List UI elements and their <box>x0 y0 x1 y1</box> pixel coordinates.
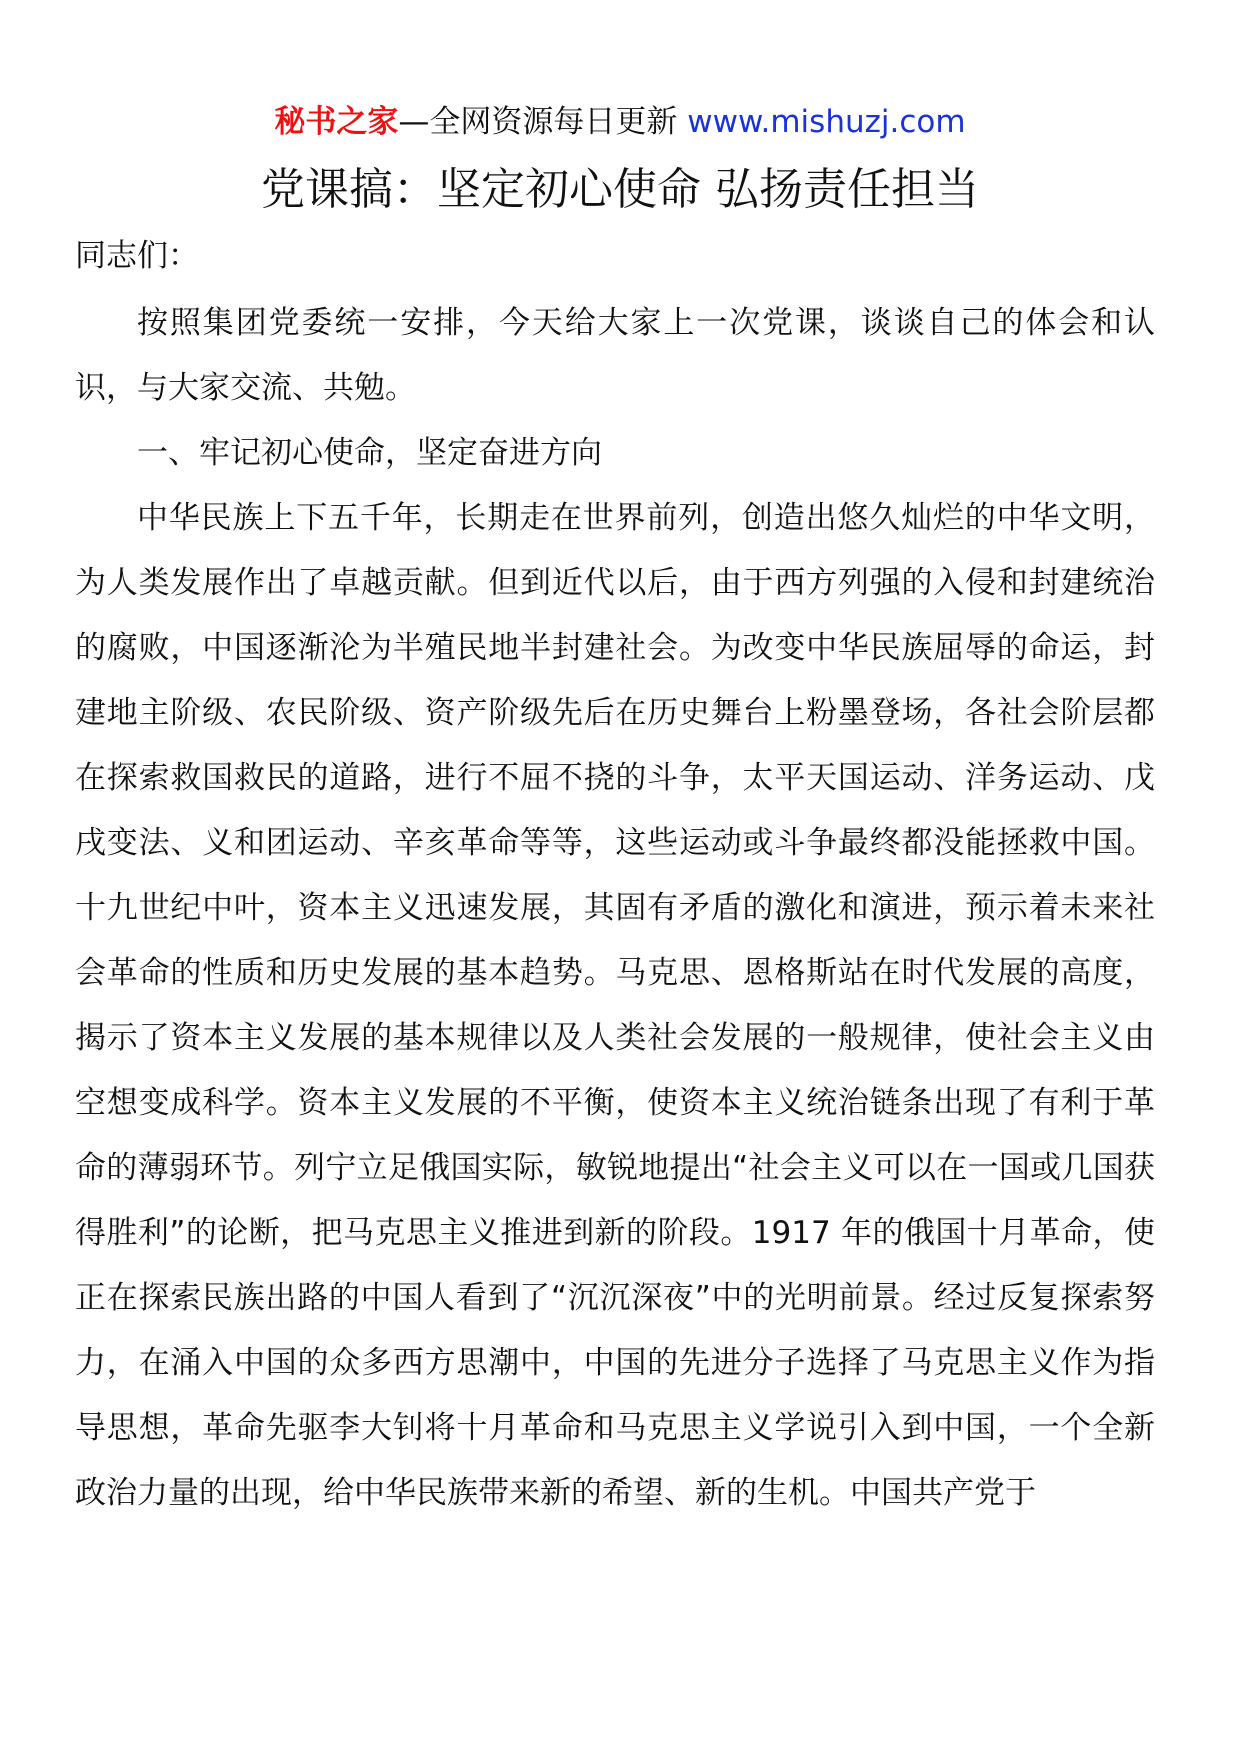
banner-tagline: —全网资源每日更新 <box>398 104 688 140</box>
document-body <box>75 226 1155 1526</box>
document-title: 党课搞：坚定初心使命 弘扬责任担当 <box>261 164 979 215</box>
site-url-link[interactable]: www.mishuzj.com <box>687 104 966 140</box>
paragraph-history: 中华民族上下五千年，长期走在世界前列，创造出悠久灿烂的中华文明，为人类发展作出了卓越贡献。但到近代以后，由于西方列强的入侵和封建统治的腐败，中国逐渐沦为半殖民地半封建社会。为改变中华民族屈辱的命运，封建地主阶级、农民阶级、资产阶级先后在历史舞台上粉墨登场，各社会阶层都在探索救国救民的道路，进行不屈不挠的斗争，太平天国运动、洋务运动、戊戌变法、义和团运动、辛亥革命等等，这些运动或斗争最终都没能拯救中国。十九世纪中叶，资本主义迅速发展，其固有矛盾的激化和演进，预示着未来社会革命的性质和历史发展的基本趋势。马克思、恩格斯站在时代发展的高度，揭示了资本主义发展的基本规律以及人类社会发展的一般规律，使社会主义由空想变成科学。资本主义发展的不平衡，使资本主义统治链条出现了有利于革命的薄弱环节。列宁立足俄国实际，敏锐地提出“社会主义可以在一国或几国获得胜利”的论断，把马克思主义推进到新的阶段。1917 年的俄国十月革命，使正在探索民族出路的中国人看到了“沉沉深夜”中的光明前景。经过反复探索努力，在涌入中国的众多西方思潮中，中国的先进分子选择了马克思主义作为指导思想，革命先驱李大钊将十月革命和马克思主义学说引入到中国，一个全新政治力量的出现，给中华民族带来新的希望、新的生机。中国共产党于 <box>75 500 1155 1511</box>
paragraph-intro: 按照集团党委统一安排，今天给大家上一次党课，谈谈自己的体会和认识，与大家交流、共勉。 <box>75 305 1155 406</box>
site-banner <box>0 100 1240 144</box>
brand-name: 秘书之家 <box>274 104 399 140</box>
salutation: 同志们： <box>75 238 199 274</box>
section-heading: 一、牢记初心使命，坚定奋进方向 <box>137 435 602 471</box>
